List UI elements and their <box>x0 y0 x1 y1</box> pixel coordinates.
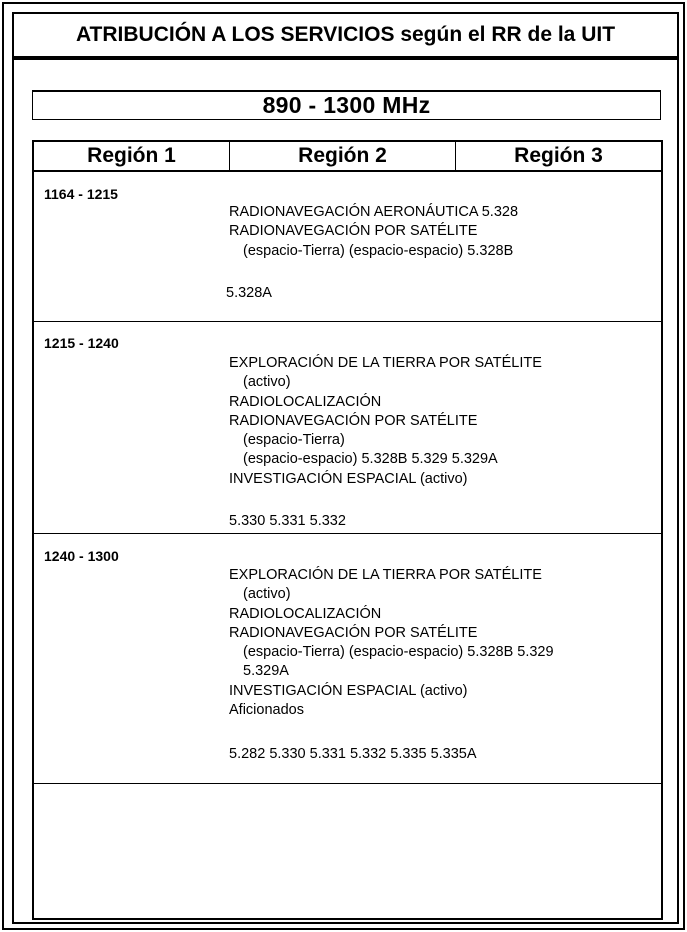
header-region-3: Región 3 <box>456 142 661 172</box>
frequency-range: 1240 - 1300 <box>44 548 119 564</box>
frequency-range: 1164 - 1215 <box>44 186 118 202</box>
service-line: RADIOLOCALIZACIÓN <box>229 605 382 622</box>
table-row <box>34 322 661 534</box>
service-line: RADIONAVEGACIÓN POR SATÉLITE <box>229 624 478 641</box>
table-row <box>34 172 661 322</box>
service-line: INVESTIGACIÓN ESPACIAL (activo) <box>229 470 468 487</box>
frequency-range: 1215 - 1240 <box>44 335 119 351</box>
service-line: (espacio-Tierra) <box>243 432 345 449</box>
service-line: Aficionados <box>229 702 304 719</box>
service-list <box>229 354 649 489</box>
page-title: ATRIBUCIÓN A LOS SERVICIOS según el RR de la UIT <box>14 14 677 60</box>
inner-frame <box>12 12 679 924</box>
service-list <box>229 203 649 261</box>
service-line: (activo) <box>243 374 291 391</box>
header-region-2: Región 2 <box>230 142 456 172</box>
table-row <box>34 534 661 784</box>
service-line: RADIOLOCALIZACIÓN <box>229 393 382 410</box>
header-region-1: Región 1 <box>34 142 230 172</box>
footnotes: 5.282 5.330 5.331 5.332 5.335 5.335A <box>229 746 477 762</box>
service-list <box>229 566 649 720</box>
footnotes: 5.328A <box>226 285 272 301</box>
service-line: 5.329A <box>243 663 289 680</box>
footnotes: 5.330 5.331 5.332 <box>229 513 346 529</box>
service-line: (espacio-Tierra) (espacio-espacio) 5.328B 5.329 <box>243 644 554 661</box>
service-line: EXPLORACIÓN DE LA TIERRA POR SATÉLITE <box>229 355 542 371</box>
service-line: EXPLORACIÓN DE LA TIERRA POR SATÉLITE <box>229 567 542 583</box>
service-line: RADIONAVEGACIÓN AERONÁUTICA 5.328 <box>229 204 519 220</box>
service-line: (espacio-espacio) 5.328B 5.329 5.329A <box>243 451 498 468</box>
service-line: RADIONAVEGACIÓN POR SATÉLITE <box>229 223 478 240</box>
outer-frame <box>2 2 685 930</box>
service-line: (espacio-Tierra) (espacio-espacio) 5.328B <box>243 242 514 259</box>
service-line: RADIONAVEGACIÓN POR SATÉLITE <box>229 412 478 429</box>
allocation-table <box>32 140 663 920</box>
service-line: INVESTIGACIÓN ESPACIAL (activo) <box>229 682 468 699</box>
empty-row <box>34 784 661 918</box>
frequency-band: 890 - 1300 MHz <box>32 90 661 120</box>
service-line: (activo) <box>243 586 291 603</box>
